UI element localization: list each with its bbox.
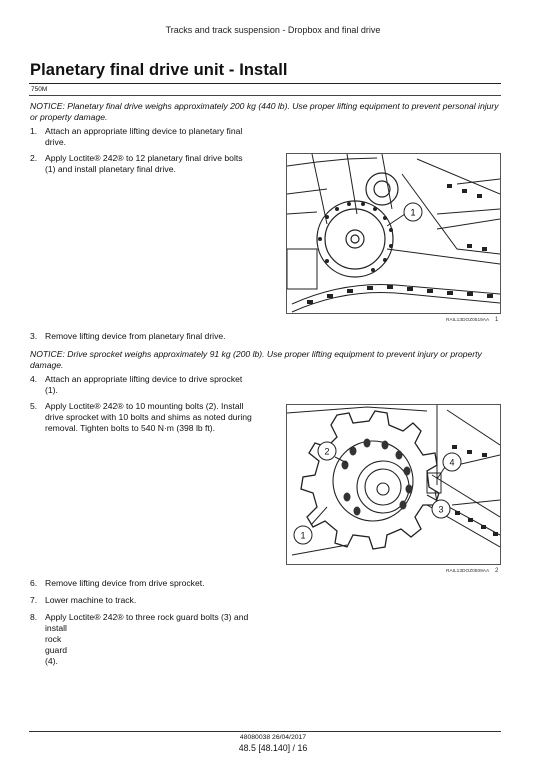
- callout-label: 1: [410, 207, 416, 218]
- title-divider: [29, 83, 501, 84]
- figure-2-sprocket-image: [286, 404, 501, 565]
- callout-label: 3: [438, 504, 444, 515]
- step-number: 3.: [30, 331, 38, 341]
- step-text-line: (1).: [45, 385, 58, 395]
- figure-1-number: 1: [495, 317, 499, 323]
- step-text-line: Remove lifting device from planetary final drive.: [45, 331, 226, 341]
- step-number: 5.: [30, 401, 38, 411]
- step-number: 2.: [30, 153, 38, 163]
- step-number: 7.: [30, 595, 38, 605]
- figure-1-final-drive-image: [286, 153, 501, 314]
- figure-2-code: RAIL13DOZ0509AA: [446, 569, 490, 574]
- step-text-line: (1) and install planetary final drive.: [45, 164, 176, 174]
- step-number: 6.: [30, 578, 38, 588]
- step-text-line: drive.: [45, 137, 67, 147]
- step-text-line: install rock guard (4).: [45, 623, 67, 666]
- figure-2-number: 2: [495, 568, 499, 574]
- footer-divider: [29, 731, 501, 732]
- callout-label: 1: [300, 530, 306, 541]
- model-label: 750M: [31, 86, 48, 93]
- footer-document-id: 48080038 26/04/2017: [239, 734, 307, 741]
- sprocket-illustration: [287, 405, 500, 564]
- step-text-line: Attach an appropriate lifting device to planetary final: [45, 126, 243, 136]
- figure-1-code: RAIL13DOZ0519AA: [446, 318, 490, 323]
- step-text-line: Apply Loctite® 242® to three rock guard bolts (3) and: [45, 612, 249, 622]
- step-number: 8.: [30, 612, 38, 622]
- callout-label: 2: [324, 446, 330, 457]
- step-text-line: Lower machine to track.: [45, 595, 137, 605]
- page-title: Planetary final drive unit - Install: [30, 61, 288, 79]
- final-drive-illustration: [287, 154, 500, 313]
- model-tag: [29, 86, 501, 96]
- callout-label: 4: [449, 457, 455, 468]
- footer-page-number: 48.5 [48.140] / 16: [238, 743, 308, 753]
- running-header: Tracks and track suspension - Dropbox and final drive: [165, 25, 381, 35]
- step-number: 1.: [30, 126, 38, 136]
- step-text-line: Apply Loctite® 242® to 12 planetary final drive bolts: [45, 153, 243, 163]
- step-text-line: drive sprocket with 10 bolts and shims as noted during: [45, 412, 252, 422]
- notice-final-drive-weight: NOTICE: Planetary final drive weighs approximately 200 kg (440 lb). Use proper lifting equipment to prevent personal injury or property damage.: [30, 101, 499, 122]
- step-text-line: removal. Tighten bolts to 540 N·m (398 lb ft).: [45, 423, 216, 433]
- step-text-line: Apply Loctite® 242® to 10 mounting bolts (2). Install: [45, 401, 244, 411]
- step-number: 4.: [30, 374, 38, 384]
- step-text-line: Attach an appropriate lifting device to drive sprocket: [45, 374, 243, 384]
- notice-sprocket-weight: NOTICE: Drive sprocket weighs approximately 91 kg (200 lb). Use proper lifting equipment to prevent injury or property damage.: [30, 349, 482, 370]
- step-text-line: Remove lifting device from drive sprocket.: [45, 578, 205, 588]
